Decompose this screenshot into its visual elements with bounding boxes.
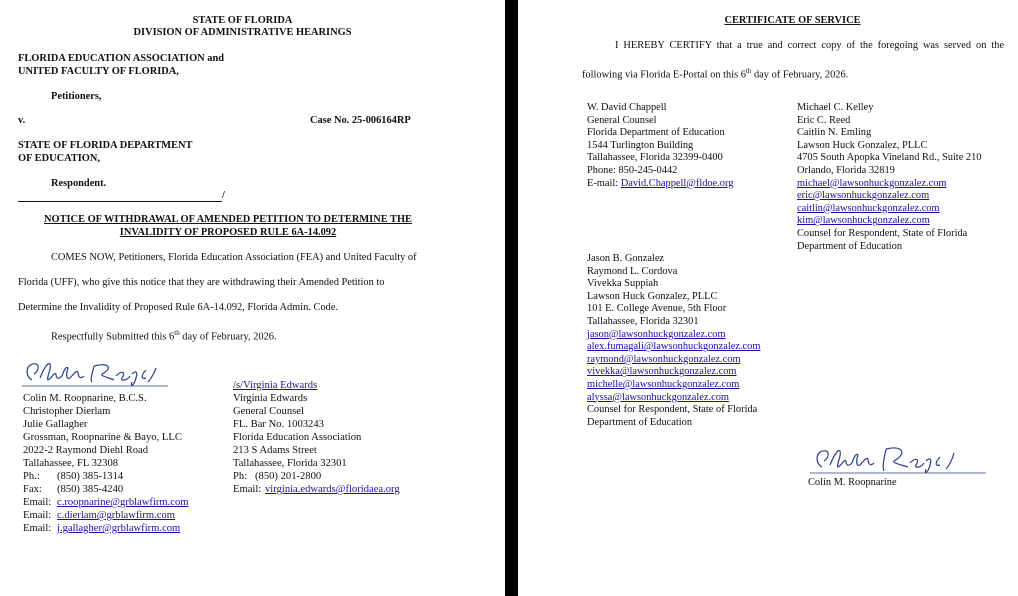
email-link[interactable]: michelle@lawsonhuckgonzalez.com (587, 378, 740, 390)
signer-name: Colin M. Roopnarine (808, 477, 897, 488)
service1-line: Phone: 850-245-0442 (587, 164, 678, 176)
sig1-email-row (23, 522, 189, 535)
fax-label: Fax: (23, 484, 42, 495)
sig1-line: Grossman, Roopnarine & Bayo, LLC (23, 432, 182, 443)
signature-block-left (23, 392, 189, 535)
service1-line: Florida Department of Education (587, 127, 725, 139)
service2-line: Lawson Huck Gonzalez, PLLC (797, 139, 928, 151)
body-line1: COMES NOW, Petitioners, Florida Education Association (FEA) and United Faculty of (51, 252, 417, 263)
service2-line: Michael C. Kelley (797, 102, 874, 113)
sig1-email-row (23, 509, 189, 522)
certificate-text-end: day of February, 2026. (751, 69, 849, 81)
sig2-line: Virginia Edwards (233, 393, 308, 404)
signature-block-fea (233, 379, 400, 496)
email-link[interactable]: j.gallagher@grblawfirm.com (57, 523, 181, 534)
email-link[interactable]: c.roopnarine@grblawfirm.com (57, 497, 189, 508)
email-link[interactable]: raymond@lawsonhuckgonzalez.com (587, 353, 741, 365)
email-link[interactable]: alyssa@lawsonhuckgonzalez.com (587, 391, 730, 403)
body-line2: Florida (UFF), who give this notice that they are withdrawing their Amended Petition to (18, 277, 385, 288)
submitted-text: Respectfully Submitted this 6 (51, 331, 175, 343)
certificate-sup: th (745, 67, 752, 75)
service3-line: Lawson Huck Gonzalez, PLLC (587, 290, 718, 302)
service1-line: W. David Chappell (587, 102, 667, 113)
email-label: Email: (23, 510, 52, 521)
service-block-gonzalez (587, 253, 760, 429)
fax-value: (850) 385-4240 (57, 484, 124, 495)
sig2-line: FL. Bar No. 1003243 (233, 419, 324, 430)
email-label: E-mail: (587, 177, 619, 189)
email-link[interactable]: vivekka@lawsonhuckgonzalez.com (587, 366, 737, 378)
caption-slash: / (222, 190, 225, 201)
sig1-line: Christopher Dierlam (23, 406, 111, 417)
petitioners-label: Petitioners, (51, 91, 102, 102)
sig2-line: Tallahassee, Florida 32301 (233, 458, 347, 469)
signature-image-right (808, 443, 990, 477)
certificate-line2 (582, 65, 848, 82)
petitioner-line1: FLORIDA EDUCATION ASSOCIATION and (18, 53, 225, 64)
service3-tail: Counsel for Respondent, State of Florida (587, 404, 758, 416)
respondent-line1: STATE OF FLORIDA DEPARTMENT (18, 140, 193, 151)
service2-tail: Department of Education (797, 240, 903, 252)
service3-line: Jason B. Gonzalez (587, 253, 665, 264)
email-label: Email: (233, 484, 262, 495)
phone-label: Ph: (233, 471, 248, 482)
email-label: Email: (23, 523, 52, 534)
email-link[interactable]: caitlin@lawsonhuckgonzalez.com (797, 202, 940, 214)
signature-image-left (18, 356, 173, 390)
certificate-text: following via Florida E-Portal on this 6 (582, 69, 746, 81)
email-link[interactable]: eric@lawsonhuckgonzalez.com (797, 190, 930, 202)
esignature-link[interactable]: /s/Virginia Edwards (233, 380, 318, 391)
service2-line: 4705 South Apopka Vineland Rd., Suite 210 (797, 152, 982, 164)
submitted-sup: th (174, 329, 180, 337)
court-name-line1: STATE OF FLORIDA (192, 15, 293, 26)
sig1-line: Tallahassee, FL 32308 (23, 458, 119, 469)
email-link[interactable]: c.dierlam@grblawfirm.com (57, 510, 176, 521)
submitted-line (51, 327, 277, 344)
service2-line: Caitlin N. Emling (797, 127, 872, 139)
respondent-line2: OF EDUCATION, (18, 153, 100, 164)
sig2-email-row (233, 483, 400, 496)
page-divider (505, 0, 518, 596)
email-link[interactable]: David.Chappell@fldoe.org (620, 177, 734, 189)
sig2-line: 213 S Adams Street (233, 445, 317, 456)
respondent-label: Respondent. (51, 178, 107, 189)
service1-line: General Counsel (587, 114, 657, 126)
service3-line: Raymond L. Cordova (587, 265, 678, 277)
submitted-text-end: day of February, 2026. (179, 331, 277, 343)
notice-title-line2: INVALIDITY OF PROPOSED RULE 6A-14.092 (119, 227, 337, 238)
service1-line: 1544 Turlington Building (587, 139, 694, 151)
phone-value: (850) 385-1314 (57, 471, 124, 482)
sig1-phone-row (23, 470, 189, 483)
notice-title-line1: NOTICE OF WITHDRAWAL OF AMENDED PETITION TO DETERMINE THE (44, 214, 412, 225)
service1-line: Tallahassee, Florida 32399-0400 (587, 152, 723, 164)
email-link[interactable]: jason@lawsonhuckgonzalez.com (587, 328, 726, 340)
sig1-line: 2022-2 Raymond Diehl Road (23, 445, 149, 456)
caption-rule (18, 201, 222, 202)
sig1-email-row (23, 496, 189, 509)
service3-line: 101 E. College Avenue, 5th Floor (587, 303, 727, 315)
phone-label: Ph.: (23, 471, 40, 482)
sig2-line: General Counsel (233, 406, 304, 417)
case-number: Case No. 25-006164RP (310, 115, 411, 126)
petitioner-line2: UNITED FACULTY OF FLORIDA, (18, 66, 179, 77)
certificate-heading: CERTIFICATE OF SERVICE (724, 15, 861, 26)
email-link[interactable]: alex.fumagali@lawsonhuckgonzalez.com (587, 341, 761, 353)
service-block-chappell (587, 102, 733, 190)
service3-tail: Department of Education (587, 416, 693, 428)
sig1-fax-row (23, 483, 189, 496)
email-link[interactable]: virginia.edwards@floridaea.org (265, 484, 400, 495)
email-link[interactable]: kim@lawsonhuckgonzalez.com (797, 215, 930, 227)
service2-tail: Counsel for Respondent, State of Florida (797, 227, 968, 239)
versus: v. (18, 115, 26, 126)
email-label: Email: (23, 497, 52, 508)
sig1-line: Julie Gallagher (23, 419, 88, 430)
service3-line: Vivekka Suppiah (587, 278, 659, 290)
certificate-line1: I HEREBY CERTIFY that a true and correct copy of the foregoing was served on the (615, 40, 1004, 51)
sig1-line: Colin M. Roopnarine, B.C.S. (23, 393, 147, 404)
body-line3: Determine the Invalidity of Proposed Rule 6A-14.092, Florida Admin. Code. (18, 302, 339, 313)
sig2-line: Florida Education Association (233, 432, 362, 443)
phone-value: (850) 201-2800 (255, 471, 322, 482)
court-name-line2: DIVISION OF ADMINISTRATIVE HEARINGS (133, 27, 352, 38)
email-link[interactable]: michael@lawsonhuckgonzalez.com (797, 177, 947, 189)
service2-line: Orlando, Florida 32819 (797, 164, 895, 176)
service2-line: Eric C. Reed (797, 114, 851, 126)
sig2-phone-row (233, 470, 400, 483)
service-block-kelley (797, 102, 981, 253)
service3-line: Tallahassee, Florida 32301 (587, 315, 699, 327)
service1-email-row (587, 178, 733, 191)
